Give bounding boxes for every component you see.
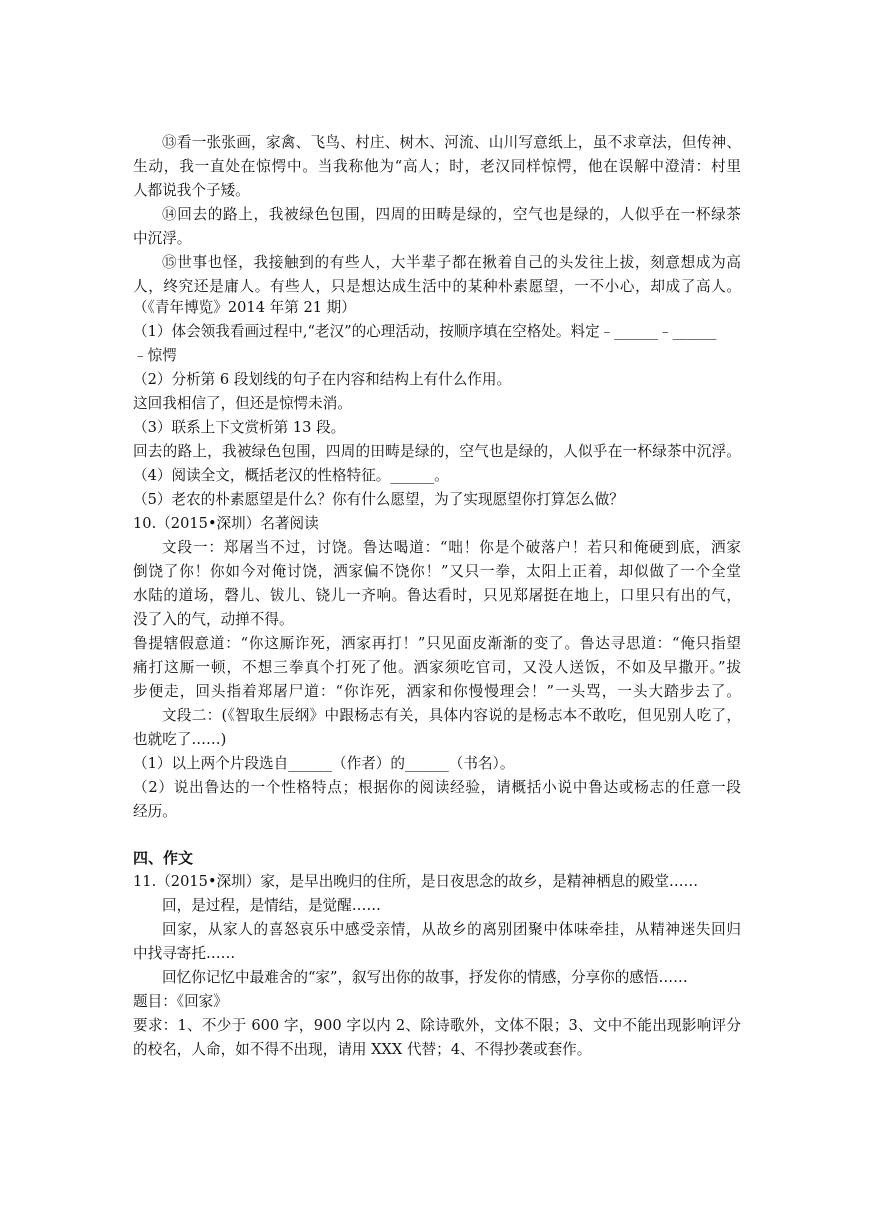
question-1-line-1: （1）体会领我看画过程中,“老汉”的心理活动，按顺序填在空格处。料定﹣______﹣______ [133,323,717,340]
item-10-question-2-line-2: 经历。 [133,803,177,820]
para-15-line-2: 人，终究还是庸人。有些人，只是想达成生活中的某种朴素愿望，一不小心，却成了高人。 [133,278,741,295]
excerpt-1-line-1: 文段一：郑屠当不过，讨饶。鲁达喝道：“咄！你是个破落户！若只和俺硬到底，洒家 [162,539,741,556]
excerpt-1-line-6: 痛打这厮一顿，不想三拳真个打死了他。洒家须吃官司，又没人送饭，不如及早撒开。”拔 [133,659,741,676]
item-11-line-1: 11.（2015•深圳）家，是早出晚归的住所，是日夜思念的故乡，是精神栖息的殿堂…… [133,873,699,890]
para-13-line-1: ⑬看一张张画，家禽、飞鸟、村庄、树木、河流、山川写意纸上，虽不求章法，但传神、 [162,134,741,151]
excerpt-2-line-1: 文段二：(《智取生辰纲》中跟杨志有关，具体内容说的是杨志本不敢吃，但见别人吃了， [162,707,741,724]
excerpt-2-line-2: 也就吃了……) [133,731,227,748]
para-13-line-2: 生动，我一直处在惊愕中。当我称他为“高人；时，老汉同样惊愕，他在误解中澄清：村里 [133,158,741,175]
question-3: （3）联系上下文赏析第 13 段。 [133,419,346,436]
para-13-line-3: 人都说我个子矮。 [133,182,250,199]
para-15-line-1: ⑮世事也怪，我接触到的有些人，大半辈子都在揪着自己的头发往上拔，刻意想成为高 [162,254,741,271]
para-14-line-1: ⑭回去的路上，我被绿色包围，四周的田畴是绿的，空气也是绿的，人似乎在一杯绿茶 [162,206,741,223]
question-2-quote: 这回我相信了，但还是惊愕未消。 [133,395,352,412]
excerpt-1-line-5: 鲁提辖假意道：“你这厮诈死，洒家再打！”只见面皮渐渐的变了。鲁达寻思道：“俺只指望 [133,635,741,652]
essay-requirements-line-2: 的校名，人命，如不得不出现，请用 XXX 代替；4、不得抄袭或套作。 [133,1041,592,1058]
question-3-quote: 回去的路上，我被绿色包围，四周的田畴是绿的，空气也是绿的，人似乎在一杯绿茶中沉浮。 [133,443,741,460]
question-1-line-2: ﹣惊愕 [133,347,177,364]
item-11-line-3: 回家，从家人的喜怒哀乐中感受亲情，从故乡的离别团聚中体味牵挂，从精神迷失回归 [162,921,741,938]
para-14-line-2: 中沉浮。 [133,230,192,247]
excerpt-1-line-3: 水陆的道场，磬儿、钹儿、铙儿一齐响。鲁达看时，只见郑屠挺在地上，口里只有出的气， [133,587,741,604]
item-10-question-1: （1）以上两个片段选自______（作者）的______（书名）。 [133,755,515,772]
item-11-line-5: 回忆你记忆中最难舍的“家”，叙写出你的故事，抒发你的情感，分享你的感悟…… [162,969,688,986]
essay-requirements-line-1: 要求：1、不少于 600 字，900 字以内 2、除诗歌外，文体不限；3、文中不能出现影响评分 [133,1017,741,1034]
essay-title: 题目：《回家》 [133,993,228,1010]
question-2: （2）分析第 6 段划线的句子在内容和结构上有什么作用。 [133,371,512,388]
excerpt-1-line-2: 倒饶了你！你如今对俺讨饶，洒家偏不饶你！”又只一拳，太阳上正着，却似做了一个全堂 [133,563,741,580]
item-10-title: 10.（2015•深圳）名著阅读 [133,515,319,532]
item-11-line-4: 中找寻寄托…… [133,945,236,962]
section-heading-composition: 四、作文 [133,849,194,867]
question-4: （4）阅读全文，概括老汉的性格特征。______。 [133,467,449,484]
excerpt-1-line-7: 步便走，回头指着郑屠尸道：“你诈死，洒家和你慢慢理会！”一头骂，一头大踏步去了。 [133,683,741,700]
excerpt-1-line-4: 没了入的气，动掸不得。 [133,611,294,628]
item-11-line-2: 回，是过程，是情结，是觉醒…… [162,897,381,914]
source-citation: （《青年博览》2014 年第 21 期） [133,299,356,316]
item-10-question-2-line-1: （2）说出鲁达的一个性格特点；根据你的阅读经验，请概括小说中鲁达或杨志的任意一段 [133,779,741,796]
question-5: （5）老农的朴素愿望是什么？你有什么愿望，为了实现愿望你打算怎么做？ [133,491,624,508]
